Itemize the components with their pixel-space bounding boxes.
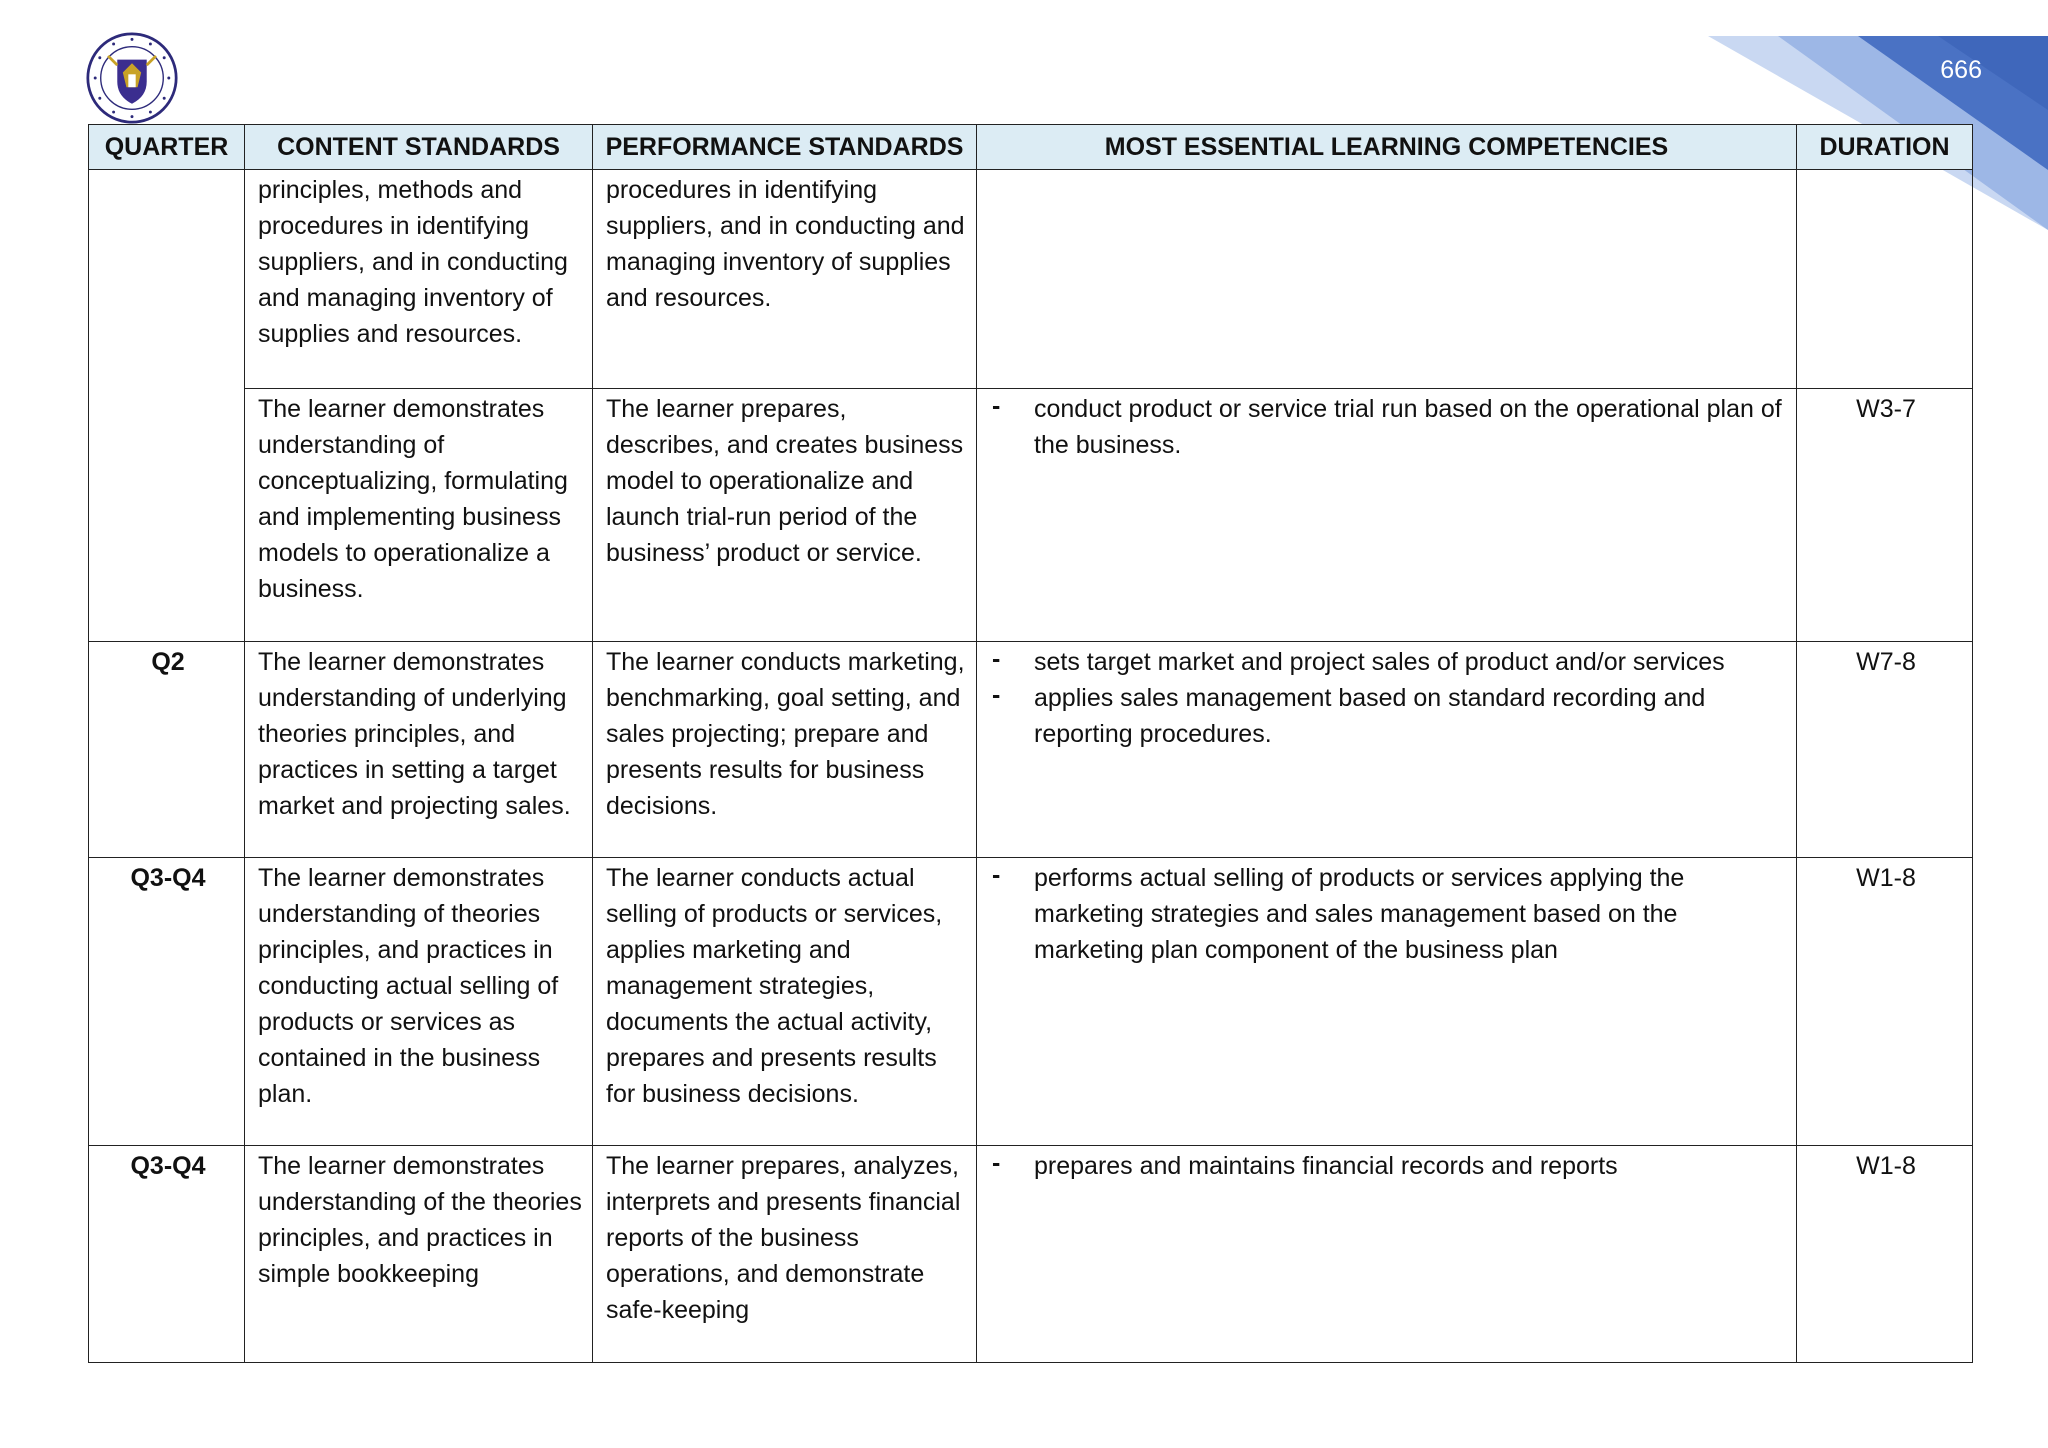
table-row [89, 858, 1973, 1146]
page-number: 666 [1940, 56, 1982, 84]
header-competencies: MOST ESSENTIAL LEARNING COMPETENCIES [977, 125, 1797, 170]
competency-item: - sets target market and project sales of product and/or services [990, 644, 1786, 680]
quarter-cell [89, 170, 245, 642]
competency-item: - performs actual selling of products or services applying the marketing strategies and sales management based on the marketing plan component of the business plan [990, 860, 1786, 968]
competencies-cell [977, 389, 1797, 642]
table-row [89, 170, 1973, 389]
quarter-cell: Q3-Q4 [89, 858, 245, 1146]
curriculum-table [88, 124, 1973, 1363]
competencies-cell [977, 170, 1797, 389]
header-duration: DURATION [1797, 125, 1973, 170]
duration-cell [1797, 170, 1973, 389]
competency-item: - conduct product or service trial run based on the operational plan of the business. [990, 391, 1786, 463]
content-standard-cell: The learner demonstrates understanding of underlying theories principles, and practices in setting a target market and projecting sales. [245, 642, 593, 858]
table-row [89, 1146, 1973, 1363]
dash-bullet: - [992, 645, 1001, 673]
duration-cell: W7-8 [1797, 642, 1973, 858]
dash-bullet: - [992, 681, 1001, 709]
quarter-cell: Q2 [89, 642, 245, 858]
content-standard-cell: The learner demonstrates understanding of conceptualizing, formulating and implementing business models to operationalize a business. [245, 389, 593, 642]
table-header-row [89, 125, 1973, 170]
quarter-cell: Q3-Q4 [89, 1146, 245, 1363]
competency-item: - prepares and maintains financial records and reports [990, 1148, 1786, 1184]
performance-standard-cell: The learner conducts marketing, benchmarking, goal setting, and sales projecting; prepare and presents results for business decisions. [593, 642, 977, 858]
duration-cell: W1-8 [1797, 858, 1973, 1146]
header-content-standards: CONTENT STANDARDS [245, 125, 593, 170]
competencies-cell [977, 642, 1797, 858]
performance-standard-cell: The learner prepares, describes, and creates business model to operationalize and launch trial-run period of the business’ product or service. [593, 389, 977, 642]
content-standard-cell: The learner demonstrates understanding of theories principles, and practices in conducting actual selling of products or services as contained in the business plan. [245, 858, 593, 1146]
content-standard-cell: The learner demonstrates understanding of the theories principles, and practices in simple bookkeeping [245, 1146, 593, 1363]
table-row [89, 642, 1973, 858]
dash-bullet: - [992, 861, 1001, 889]
performance-standard-cell: The learner prepares, analyzes, interprets and presents financial reports of the business operations, and demonstrate safe-keeping [593, 1146, 977, 1363]
duration-cell: W3-7 [1797, 389, 1973, 642]
performance-standard-cell: procedures in identifying suppliers, and in conducting and managing inventory of supplies and resources. [593, 170, 977, 389]
duration-cell: W1-8 [1797, 1146, 1973, 1363]
competencies-cell [977, 858, 1797, 1146]
header-performance-standards: PERFORMANCE STANDARDS [593, 125, 977, 170]
dash-bullet: - [992, 1149, 1001, 1177]
competency-item: - applies sales management based on standard recording and reporting procedures. [990, 680, 1786, 752]
dash-bullet: - [992, 392, 1001, 420]
deped-seal-logo [86, 32, 178, 124]
performance-standard-cell: The learner conducts actual selling of products or services, applies marketing and management strategies, documents the actual activity, prepares and presents results for business decisions. [593, 858, 977, 1146]
content-standard-cell: principles, methods and procedures in identifying suppliers, and in conducting and managing inventory of supplies and resources. [245, 170, 593, 389]
table-row [89, 389, 1973, 642]
header-quarter: QUARTER [89, 125, 245, 170]
competencies-cell [977, 1146, 1797, 1363]
